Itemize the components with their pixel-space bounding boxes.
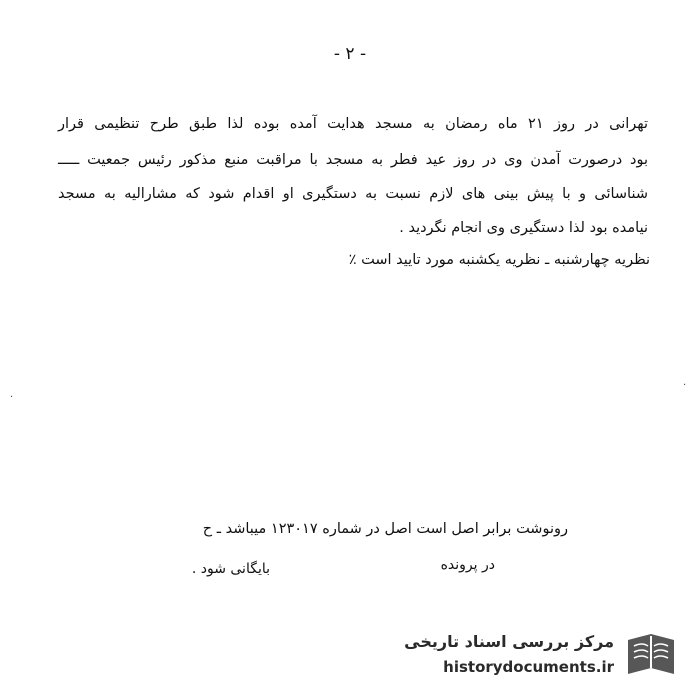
body-line-1: تهرانی در روز ۲۱ ماه رمضان به مسجد هدایت آمده بوده لذا طبق طرح تنظیمی قرار bbox=[58, 116, 648, 132]
archive-note: بایگانی شود . bbox=[191, 561, 270, 577]
file-note: در پرونده bbox=[440, 557, 495, 573]
book-seal-icon bbox=[622, 630, 680, 680]
body-line-3: شناسائی و با پیش بینی های لازم نسبت به دستگیری او اقدام شود که مشارالیه به مسجد bbox=[58, 186, 648, 202]
stray-mark-right: · bbox=[683, 380, 687, 391]
body-line-5: نظریه چهارشنبه ـ نظریه یکشنبه مورد تایید است ٪ bbox=[348, 252, 650, 268]
body-line-4: نیامده بود لذا دستگیری وی انجام نگردید . bbox=[399, 220, 648, 236]
page-number: - ۲ - bbox=[333, 44, 367, 64]
body-line-2: بود درصورت آمدن وی در روز عید فطر به مسجد با مراقبت منبع مذکور رئیس جمعیت ـــــ bbox=[58, 152, 648, 168]
copy-certification-note: رونوشت برابر اصل است اصل در شماره ۱۲۳۰۱۷ میباشد ـ ح bbox=[202, 521, 568, 537]
stray-mark-left: · bbox=[10, 392, 14, 403]
watermark bbox=[404, 628, 684, 682]
watermark-url: historydocuments.ir bbox=[443, 658, 614, 676]
watermark-title: مرکز بررسی اسناد تاریخی bbox=[404, 632, 614, 651]
